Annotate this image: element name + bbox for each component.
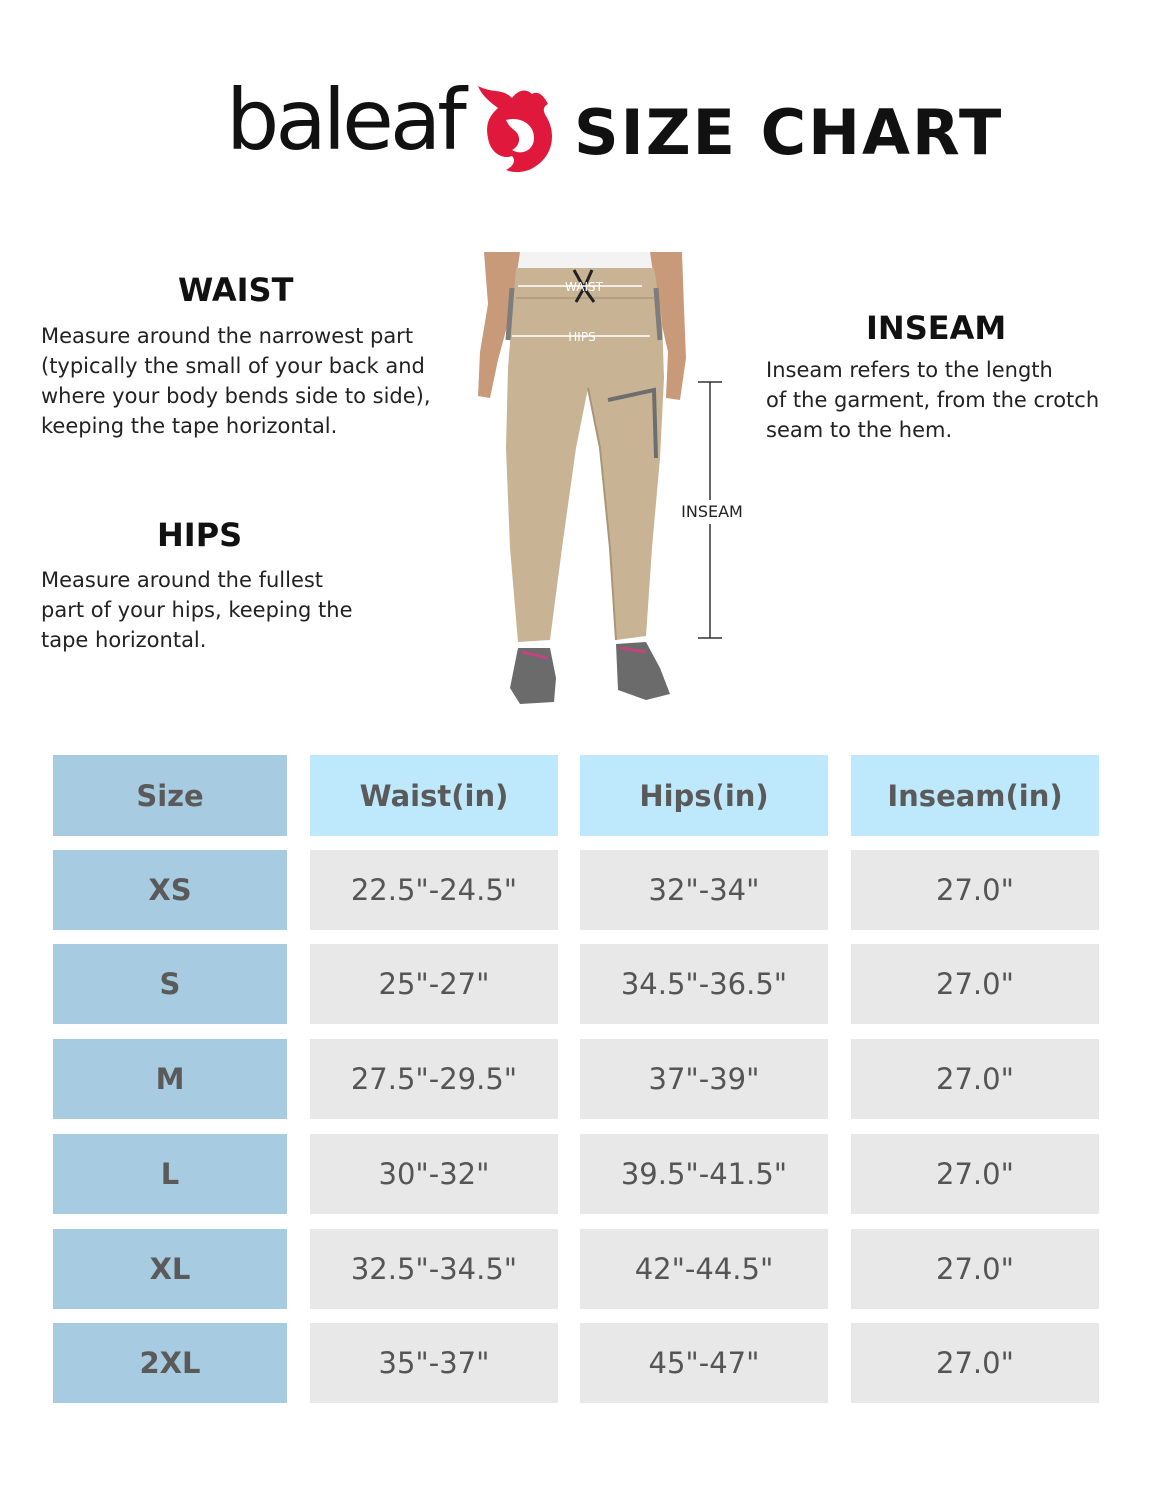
inseam-heading: INSEAM: [866, 309, 1007, 347]
page-header: [0, 72, 1154, 182]
inseam-cell: 27.0": [851, 1323, 1099, 1403]
size-cell: 2XL: [53, 1323, 287, 1403]
inseam-cell: 27.0": [851, 944, 1099, 1024]
waist-cell: 25"-27": [310, 944, 558, 1024]
header-size: Size: [53, 755, 287, 836]
hips-marker-label: HIPS: [568, 330, 596, 344]
waist-heading: WAIST: [178, 271, 294, 309]
waist-cell: 35"-37": [310, 1323, 558, 1403]
hips-cell: 32"-34": [580, 850, 828, 930]
hips-heading: HIPS: [157, 516, 243, 554]
pants-figure: [450, 248, 760, 718]
waist-cell: 27.5"-29.5": [310, 1039, 558, 1119]
inseam-cell: 27.0": [851, 1134, 1099, 1214]
inseam-marker-label: INSEAM: [681, 502, 743, 521]
hips-cell: 42"-44.5": [580, 1229, 828, 1309]
inseam-description: Inseam refers to the length of the garment, from the crotch seam to the hem.: [766, 358, 1100, 442]
header-hips: Hips(in): [580, 755, 828, 836]
waist-description: Measure around the narrowest part (typically the small of your back and where your body bends side to side), keeping the tape horizontal.: [41, 324, 431, 438]
size-cell: L: [53, 1134, 287, 1214]
size-cell: XL: [53, 1229, 287, 1309]
inseam-cell: 27.0": [851, 850, 1099, 930]
flame-leaf-icon: [472, 80, 558, 176]
header-waist: Waist(in): [310, 755, 558, 836]
brand-name: baleaf: [226, 71, 463, 169]
waist-cell: 32.5"-34.5": [310, 1229, 558, 1309]
size-cell: M: [53, 1039, 287, 1119]
waist-cell: 30"-32": [310, 1134, 558, 1214]
hips-cell: 34.5"-36.5": [580, 944, 828, 1024]
page-title: SIZE CHART: [574, 96, 1004, 169]
header-inseam: Inseam(in): [851, 755, 1099, 836]
waist-cell: 22.5"-24.5": [310, 850, 558, 930]
hips-cell: 39.5"-41.5": [580, 1134, 828, 1214]
hips-description: Measure around the fullest part of your hips, keeping the tape horizontal.: [41, 568, 353, 652]
size-cell: XS: [53, 850, 287, 930]
size-cell: S: [53, 944, 287, 1024]
hips-cell: 37"-39": [580, 1039, 828, 1119]
waist-marker-label: WAIST: [565, 280, 603, 294]
inseam-cell: 27.0": [851, 1229, 1099, 1309]
hips-cell: 45"-47": [580, 1323, 828, 1403]
inseam-cell: 27.0": [851, 1039, 1099, 1119]
